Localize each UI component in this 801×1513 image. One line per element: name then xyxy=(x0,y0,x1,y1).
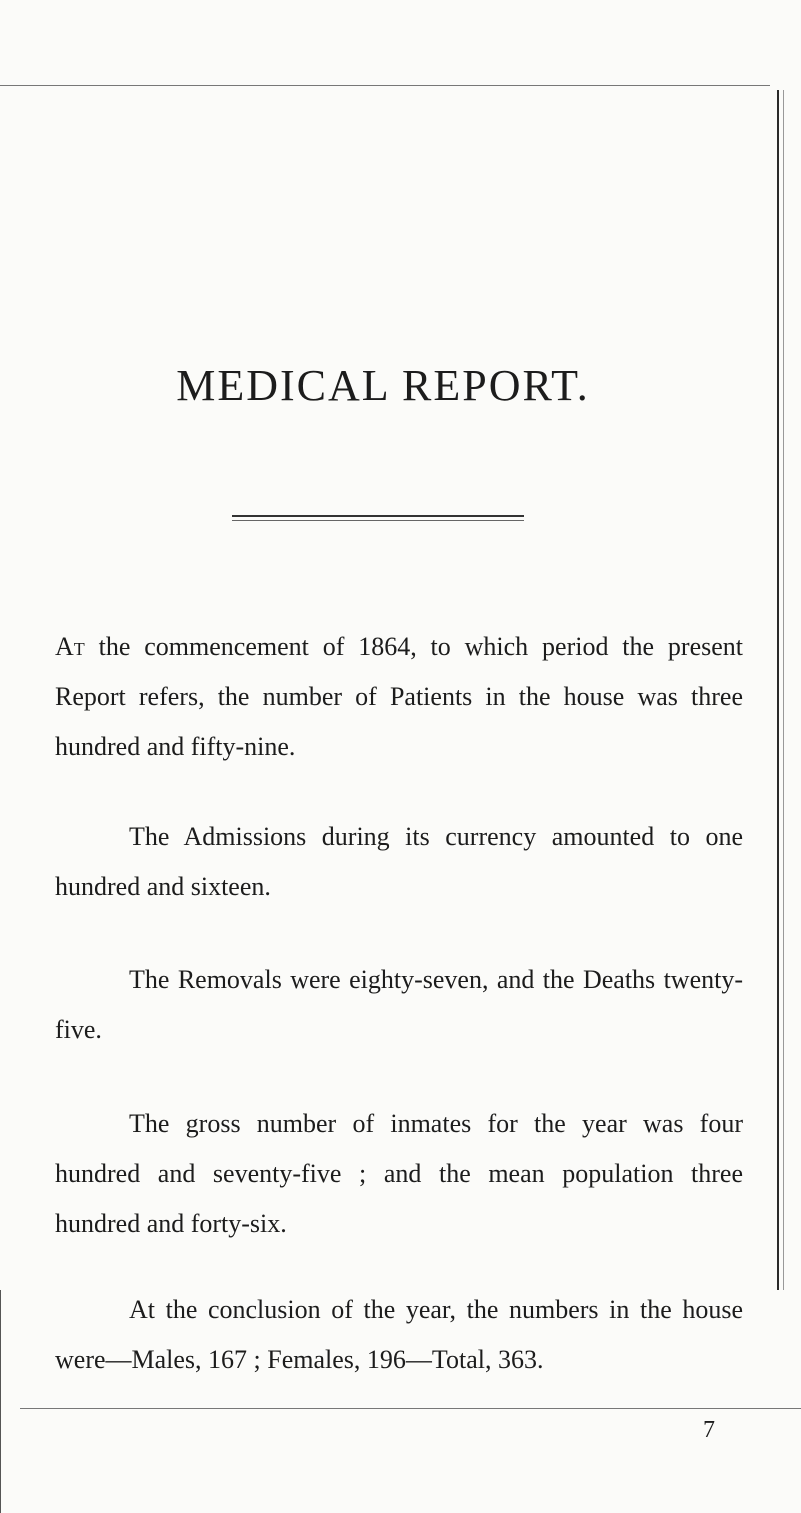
page-top-rule xyxy=(0,85,770,86)
paragraph-gross-inmates: The gross number of inmates for the year was four hundred and seventy-five ; and the mean population three hundred and forty-six. xyxy=(55,1109,743,1238)
paragraph-conclusion: At the conclusion of the year, the numbers in the house were—Males, 167 ; Females, 196—Total, 363. xyxy=(55,1295,743,1374)
page-title: MEDICAL REPORT. xyxy=(176,361,590,410)
page-edge-line xyxy=(777,90,779,1290)
paragraph-admissions: The Admissions during its currency amounted to one hundred and sixteen. xyxy=(55,822,743,901)
title-divider-thin xyxy=(232,520,524,521)
page-number: 7 xyxy=(703,1417,715,1443)
paragraph-commencement xyxy=(55,622,743,772)
paragraph-removals: The Removals were eighty-seven, and the Deaths twenty-five. xyxy=(55,965,743,1044)
paragraph-text: the commencement of 1864, to which period the present Report refers, the number of Patients in the house was three hundred and fifty-nine. xyxy=(55,632,743,761)
binding-mark xyxy=(0,1290,1,1513)
page-edge-shadow xyxy=(783,90,784,1290)
paragraph-lead-word: At xyxy=(55,632,85,661)
page-bottom-rule xyxy=(20,1408,801,1409)
title-divider xyxy=(232,515,524,517)
